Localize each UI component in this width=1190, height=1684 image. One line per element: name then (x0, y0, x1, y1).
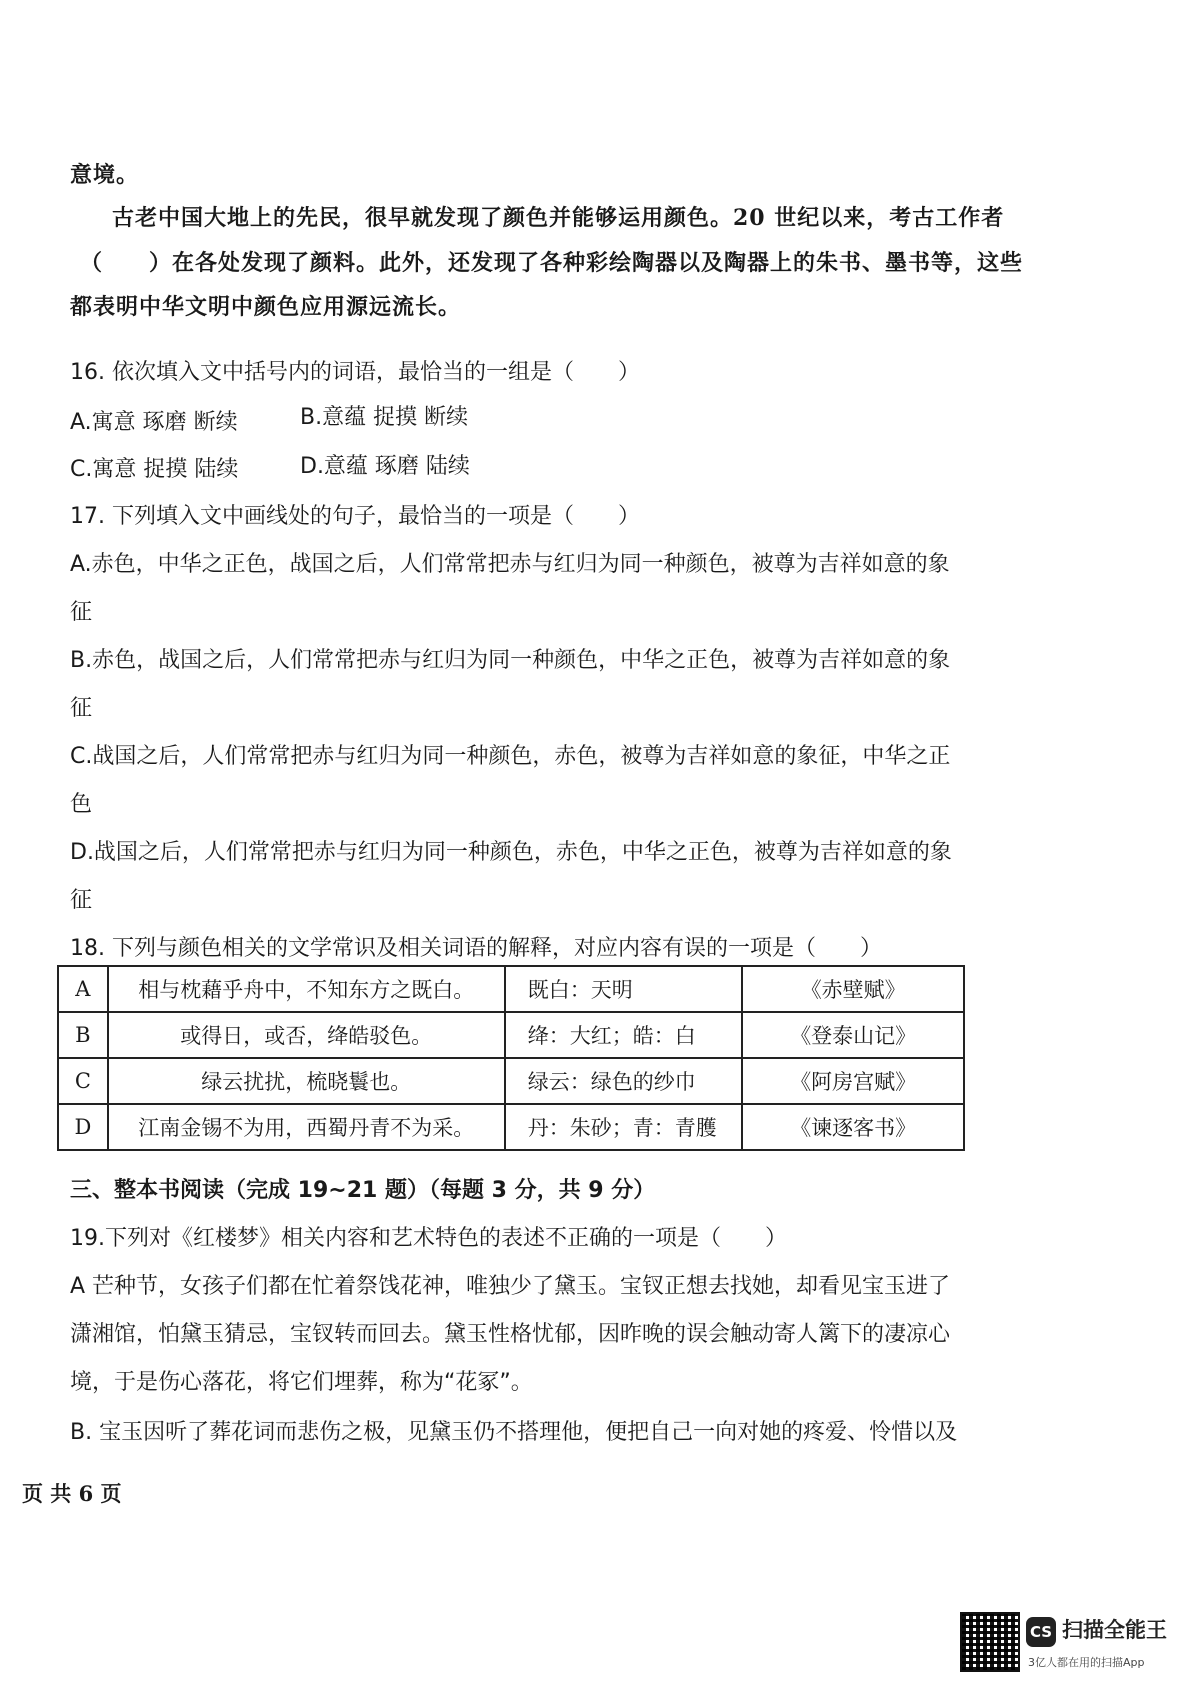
q17-stem: 17. 下列填入文中画线处的句子，最恰当的一项是（ ） (70, 504, 640, 529)
row-quote: 江南金锡不为用，西蜀丹青不为采。 (108, 1104, 505, 1150)
row-letter: D (58, 1104, 108, 1150)
q16-option-d: D.意蕴 琢磨 陆续 (300, 454, 470, 479)
row-gloss: 既白：天明 (505, 966, 743, 1012)
q16-stem: 16. 依次填入文中括号内的词语，最恰当的一组是（ ） (70, 360, 640, 385)
q17-option-d: D.战国之后，人们常常把赤与红归为同一种颜色，赤色，中华之正色，被尊为吉祥如意的象 (70, 840, 952, 865)
qr-code-icon (960, 1612, 1020, 1672)
table-row (58, 966, 964, 1012)
page-footer: 页 共 6 页 (22, 1481, 122, 1506)
row-gloss: 绛：大红；皓：白 (505, 1012, 743, 1058)
q16-option-a: A.寓意 琢磨 断续 (70, 410, 238, 435)
q19-option-a-cont-1: 潇湘馆，怕黛玉猜忌，宝钗转而回去。黛玉性格忧郁，因昨晚的误会触动寄人篱下的凄凉心 (70, 1322, 951, 1347)
q19-option-b: B. 宝玉因听了葬花词而悲伤之极，见黛玉仍不搭理他，便把自己一向对她的疼爱、怜惜以及 (70, 1420, 958, 1445)
q17-option-a: A.赤色，中华之正色，战国之后，人们常常把赤与红归为同一种颜色，被尊为吉祥如意的象 (70, 552, 950, 577)
q19-option-a: A 芒种节，女孩子们都在忙着祭饯花神，唯独少了黛玉。宝钗正想去找她，却看见宝玉进了 (70, 1274, 951, 1299)
passage-line-0: 意境。 (70, 162, 140, 188)
q17-option-d-cont: 征 (70, 888, 93, 913)
table-row (58, 1012, 964, 1058)
q17-option-b: B.赤色，战国之后，人们常常把赤与红归为同一种颜色，中华之正色，被尊为吉祥如意的象 (70, 648, 951, 673)
camscanner-logo-icon: CS (1026, 1617, 1056, 1647)
q17-option-c-cont: 色 (70, 792, 93, 817)
section-heading: 三、整本书阅读（完成 19~21 题）（每题 3 分，共 9 分） (70, 1178, 656, 1203)
watermark-tagline: 3亿人都在用的扫描App (1028, 1656, 1145, 1669)
q19-stem: 19.下列对《红楼梦》相关内容和艺术特色的表述不正确的一项是（ ） (70, 1226, 787, 1251)
q17-option-b-cont: 征 (70, 696, 93, 721)
row-quote: 或得日，或否，绛皓驳色。 (108, 1012, 505, 1058)
row-letter: B (58, 1012, 108, 1058)
passage-line-3: 都表明中华文明中颜色应用源远流长。 (70, 294, 462, 320)
row-quote: 绿云扰扰，梳晓鬟也。 (108, 1058, 505, 1104)
passage-line-2: （ ）在各处发现了颜料。此外，还发现了各种彩绘陶器以及陶器上的朱书、墨书等，这些 (80, 250, 1024, 276)
row-work: 《阿房宫赋》 (742, 1058, 964, 1104)
q16-option-b: B.意蕴 捉摸 断续 (300, 405, 469, 430)
row-letter: A (58, 966, 108, 1012)
q17-option-c: C.战国之后，人们常常把赤与红归为同一种颜色，赤色，被尊为吉祥如意的象征，中华之正 (70, 744, 951, 769)
q17-option-a-cont: 征 (70, 600, 93, 625)
q18-table (57, 965, 965, 1151)
row-gloss: 丹：朱砂；青：青臒 (505, 1104, 743, 1150)
table-row (58, 1104, 964, 1150)
q18-stem: 18. 下列与颜色相关的文学常识及相关词语的解释，对应内容有误的一项是（ ） (70, 936, 882, 961)
q19-option-a-cont-2: 境，于是伤心落花，将它们埋葬，称为“花冢”。 (70, 1370, 533, 1395)
q16-option-c: C.寓意 捉摸 陆续 (70, 457, 239, 482)
passage-line-1: 古老中国大地上的先民，很早就发现了颜色并能够运用颜色。20 世纪以来，考古工作者 (112, 205, 1005, 231)
watermark-brand: 扫描全能王 (1062, 1618, 1167, 1642)
row-quote: 相与枕藉乎舟中，不知东方之既白。 (108, 966, 505, 1012)
row-work: 《登泰山记》 (742, 1012, 964, 1058)
table-row (58, 1058, 964, 1104)
row-gloss: 绿云：绿色的纱巾 (505, 1058, 743, 1104)
row-work: 《谏逐客书》 (742, 1104, 964, 1150)
row-letter: C (58, 1058, 108, 1104)
row-work: 《赤壁赋》 (742, 966, 964, 1012)
